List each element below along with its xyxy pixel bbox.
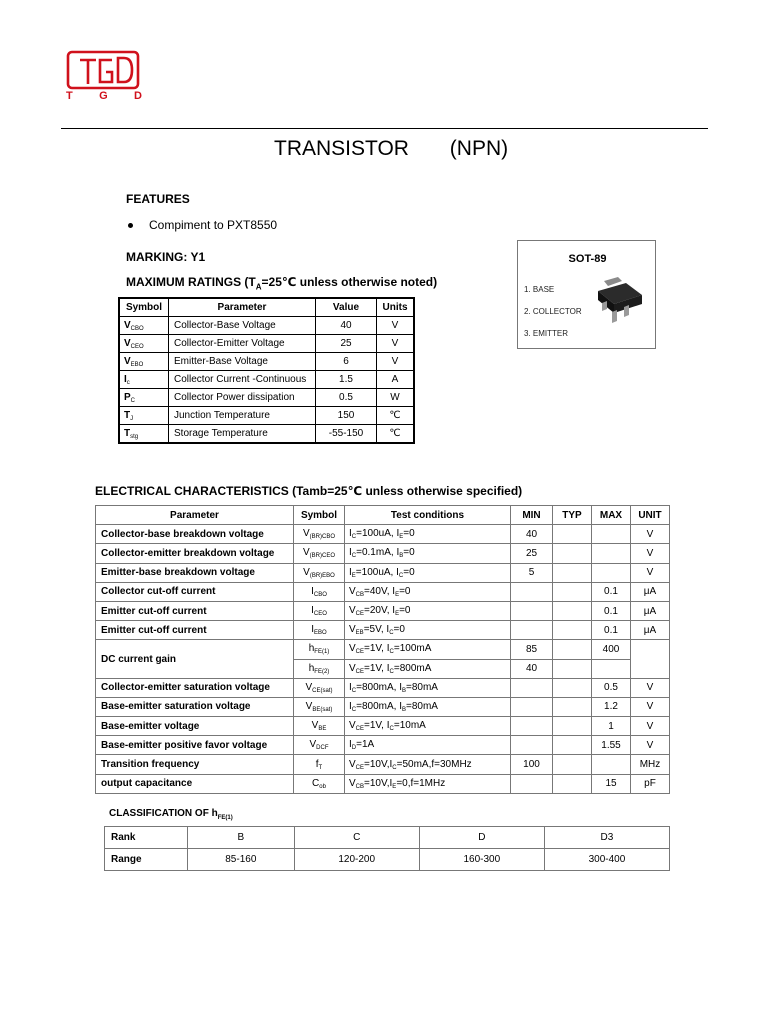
unit-cell: V — [631, 697, 670, 716]
parameter-cell: Transition frequency — [96, 755, 294, 774]
unit-cell: V — [631, 563, 670, 582]
symbol-cell: $I_{EBO}$ — [294, 621, 345, 640]
parameter-cell: Collector-emitter saturation voltage — [96, 678, 294, 697]
row-label: Rank — [105, 827, 188, 849]
table-row — [96, 697, 670, 716]
symbol-cell: $T_J$ — [119, 407, 169, 425]
unit-cell: V — [377, 353, 415, 371]
parameter-cell: Base-emitter positive favor voltage — [96, 736, 294, 755]
symbol-cell: $h_{FE(2)}$ — [294, 659, 345, 678]
max-cell — [592, 755, 631, 774]
max-cell: 0.1 — [592, 621, 631, 640]
symbol-cell: $V_{CEO}$ — [119, 335, 169, 353]
min-cell — [511, 621, 553, 640]
table-row — [96, 640, 670, 659]
unit-cell — [631, 640, 670, 678]
table-row — [119, 407, 414, 425]
bullet-icon — [128, 223, 133, 228]
value-cell: 6 — [316, 353, 377, 371]
rank-cell: D3 — [544, 827, 669, 849]
symbol-cell: $P_C$ — [119, 389, 169, 407]
max-cell: 0.1 — [592, 601, 631, 620]
parameter-cell: Emitter cut-off current — [96, 621, 294, 640]
symbol-cell: $f_T$ — [294, 755, 345, 774]
typ-cell — [553, 582, 592, 601]
typ-cell — [553, 697, 592, 716]
column-header: Symbol — [119, 298, 169, 317]
column-header: Value — [316, 298, 377, 317]
symbol-cell: $V_{CE(sat)}$ — [294, 678, 345, 697]
logo-letter: G — [99, 90, 108, 102]
logo-letter: T — [66, 90, 73, 102]
table-row — [119, 317, 414, 335]
parameter-cell: Collector-Base Voltage — [169, 317, 316, 335]
max-ratings-heading: MAXIMUM RATINGS ($T_A=25℃$ unless otherwise noted) — [126, 275, 438, 292]
typ-cell — [553, 621, 592, 640]
unit-cell: V — [631, 525, 670, 544]
symbol-cell: $I_c$ — [119, 371, 169, 389]
column-header: Symbol — [294, 506, 345, 525]
parameter-cell: DC current gain — [96, 640, 294, 678]
table-row — [96, 678, 670, 697]
table-row — [119, 335, 414, 353]
table-row — [119, 353, 414, 371]
max-cell — [592, 659, 631, 678]
min-cell — [511, 678, 553, 697]
unit-cell: V — [631, 736, 670, 755]
max-cell: 0.1 — [592, 582, 631, 601]
unit-cell: μA — [631, 601, 670, 620]
pin-label: 2. COLLECTOR — [524, 307, 582, 316]
table-header-row — [119, 298, 414, 317]
symbol-cell: $C_{ob}$ — [294, 774, 345, 793]
table-row — [105, 849, 670, 871]
column-header: MIN — [511, 506, 553, 525]
symbol-cell: $V_{EBO}$ — [119, 353, 169, 371]
row-label: Range — [105, 849, 188, 871]
max-cell: 15 — [592, 774, 631, 793]
symbol-cell: $I_{CEO}$ — [294, 601, 345, 620]
table-row — [105, 827, 670, 849]
unit-cell: V — [377, 317, 415, 335]
typ-cell — [553, 525, 592, 544]
symbol-cell: $V_{BE(sat)}$ — [294, 697, 345, 716]
table-row — [96, 525, 670, 544]
features-heading: FEATURES — [126, 192, 190, 206]
typ-cell — [553, 755, 592, 774]
rank-cell: D — [419, 827, 544, 849]
symbol-cell: $I_{CBO}$ — [294, 582, 345, 601]
parameter-cell: Emitter-Base Voltage — [169, 353, 316, 371]
feature-item — [128, 218, 277, 232]
sot89-package-drawing — [594, 277, 646, 327]
typ-cell — [553, 774, 592, 793]
column-header: Units — [377, 298, 415, 317]
electrical-characteristics-table — [95, 505, 670, 794]
test-condition-cell: $V_{CE}=1V$, $I_C=100mA$ — [345, 640, 511, 659]
feature-text: Compiment to PXT8550 — [149, 218, 278, 232]
parameter-cell: Collector cut-off current — [96, 582, 294, 601]
unit-cell: μA — [631, 621, 670, 640]
column-header: UNIT — [631, 506, 670, 525]
typ-cell — [553, 659, 592, 678]
min-cell: 40 — [511, 525, 553, 544]
max-cell: 1 — [592, 717, 631, 736]
page-title: TRANSISTOR (NPN) — [274, 137, 509, 160]
symbol-cell: $T_{stg}$ — [119, 425, 169, 444]
table-row — [96, 601, 670, 620]
table-row — [96, 755, 670, 774]
column-header: Parameter — [96, 506, 294, 525]
table-header-row — [96, 506, 670, 525]
test-condition-cell: $V_{EB}=5V$, $I_C=0$ — [345, 621, 511, 640]
logo-lettering — [66, 90, 142, 102]
unit-cell: μA — [631, 582, 670, 601]
parameter-cell: Collector-emitter breakdown voltage — [96, 544, 294, 563]
test-condition-cell: $I_D=1A$ — [345, 736, 511, 755]
range-cell: 85-160 — [188, 849, 295, 871]
classification-heading: CLASSIFICATION OF $h_{FE(1)}$ — [109, 808, 233, 821]
parameter-cell: Emitter cut-off current — [96, 601, 294, 620]
value-cell: 150 — [316, 407, 377, 425]
test-condition-cell: $I_E=100uA$, $I_C=0$ — [345, 563, 511, 582]
min-cell — [511, 582, 553, 601]
max-cell — [592, 525, 631, 544]
min-cell: 40 — [511, 659, 553, 678]
table-row — [96, 563, 670, 582]
unit-cell: MHz — [631, 755, 670, 774]
parameter-cell: Base-emitter saturation voltage — [96, 697, 294, 716]
parameter-cell: Storage Temperature — [169, 425, 316, 444]
rank-cell: C — [294, 827, 419, 849]
typ-cell — [553, 640, 592, 659]
unit-cell: W — [377, 389, 415, 407]
symbol-cell: $V_{DCF}$ — [294, 736, 345, 755]
table-row — [96, 774, 670, 793]
value-cell: 0.5 — [316, 389, 377, 407]
test-condition-cell: $I_C=0.1mA$, $I_B=0$ — [345, 544, 511, 563]
range-cell: 120-200 — [294, 849, 419, 871]
min-cell: 25 — [511, 544, 553, 563]
min-cell: 100 — [511, 755, 553, 774]
table-row — [96, 582, 670, 601]
table-row — [96, 736, 670, 755]
range-cell: 160-300 — [419, 849, 544, 871]
value-cell: 1.5 — [316, 371, 377, 389]
rank-cell: B — [188, 827, 295, 849]
min-cell: 5 — [511, 563, 553, 582]
min-cell: 85 — [511, 640, 553, 659]
column-header: Parameter — [169, 298, 316, 317]
table-row — [96, 544, 670, 563]
typ-cell — [553, 678, 592, 697]
pin-label: 3. EMITTER — [524, 329, 569, 338]
min-cell — [511, 736, 553, 755]
marking-label: MARKING: Y1 — [126, 250, 206, 264]
package-box — [517, 240, 656, 349]
max-ratings-table — [118, 297, 415, 444]
table-row — [96, 717, 670, 736]
typ-cell — [553, 601, 592, 620]
parameter-cell: Emitter-base breakdown voltage — [96, 563, 294, 582]
typ-cell — [553, 717, 592, 736]
unit-cell: V — [631, 544, 670, 563]
range-cell: 300-400 — [544, 849, 669, 871]
column-header: TYP — [553, 506, 592, 525]
package-name: SOT-89 — [568, 253, 607, 265]
column-header: MAX — [592, 506, 631, 525]
symbol-cell: $V_{BE}$ — [294, 717, 345, 736]
parameter-cell: Collector Current -Continuous — [169, 371, 316, 389]
unit-cell: V — [631, 717, 670, 736]
parameter-cell: output capacitance — [96, 774, 294, 793]
classification-table — [104, 826, 670, 871]
symbol-cell: $V_{(BR)CEO}$ — [294, 544, 345, 563]
logo-letter: D — [134, 90, 142, 102]
max-cell: 400 — [592, 640, 631, 659]
min-cell — [511, 717, 553, 736]
test-condition-cell: $I_C=800mA$, $I_B=80mA$ — [345, 678, 511, 697]
test-condition-cell: $V_{CE}=1V$, $I_C=10mA$ — [345, 717, 511, 736]
value-cell: 25 — [316, 335, 377, 353]
test-condition-cell: $V_{CE}=1V$, $I_C=800mA$ — [345, 659, 511, 678]
min-cell — [511, 697, 553, 716]
typ-cell — [553, 544, 592, 563]
typ-cell — [553, 563, 592, 582]
pin-label: 1. BASE — [524, 285, 555, 294]
max-cell: 0.5 — [592, 678, 631, 697]
max-cell — [592, 544, 631, 563]
test-condition-cell: $V_{CE}=10V,I_C=50mA,f=30MHz$ — [345, 755, 511, 774]
table-row — [119, 389, 414, 407]
max-cell: 1.55 — [592, 736, 631, 755]
symbol-cell: $h_{FE(1)}$ — [294, 640, 345, 659]
unit-cell: ℃ — [377, 407, 415, 425]
symbol-cell: $V_{CBO}$ — [119, 317, 169, 335]
parameter-cell: Collector-base breakdown voltage — [96, 525, 294, 544]
test-condition-cell: $V_{CE}=20V$, $I_E=0$ — [345, 601, 511, 620]
test-condition-cell: $I_C=800mA$, $I_B=80mA$ — [345, 697, 511, 716]
table-row — [96, 621, 670, 640]
symbol-cell: $V_{(BR)EBO}$ — [294, 563, 345, 582]
typ-cell — [553, 736, 592, 755]
header-rule — [61, 128, 708, 129]
test-condition-cell: $V_{CB}=40V$, $I_E=0$ — [345, 582, 511, 601]
parameter-cell: Junction Temperature — [169, 407, 316, 425]
max-cell: 1.2 — [592, 697, 631, 716]
test-condition-cell: $V_{CB}=10V,I_E=0,f=1MHz$ — [345, 774, 511, 793]
symbol-cell: $V_{(BR)CBO}$ — [294, 525, 345, 544]
min-cell — [511, 774, 553, 793]
unit-cell: ℃ — [377, 425, 415, 444]
unit-cell: A — [377, 371, 415, 389]
electrical-heading: ELECTRICAL CHARACTERISTICS (Tamb=25℃ unless otherwise specified) — [95, 484, 523, 498]
parameter-cell: Collector Power dissipation — [169, 389, 316, 407]
column-header: Test conditions — [345, 506, 511, 525]
parameter-cell: Base-emitter voltage — [96, 717, 294, 736]
test-condition-cell: $I_C=100uA$, $I_E=0$ — [345, 525, 511, 544]
value-cell: -55-150 — [316, 425, 377, 444]
max-cell — [592, 563, 631, 582]
unit-cell: V — [377, 335, 415, 353]
unit-cell: V — [631, 678, 670, 697]
table-row — [119, 371, 414, 389]
parameter-cell: Collector-Emitter Voltage — [169, 335, 316, 353]
unit-cell: pF — [631, 774, 670, 793]
value-cell: 40 — [316, 317, 377, 335]
table-row — [119, 425, 414, 444]
min-cell — [511, 601, 553, 620]
